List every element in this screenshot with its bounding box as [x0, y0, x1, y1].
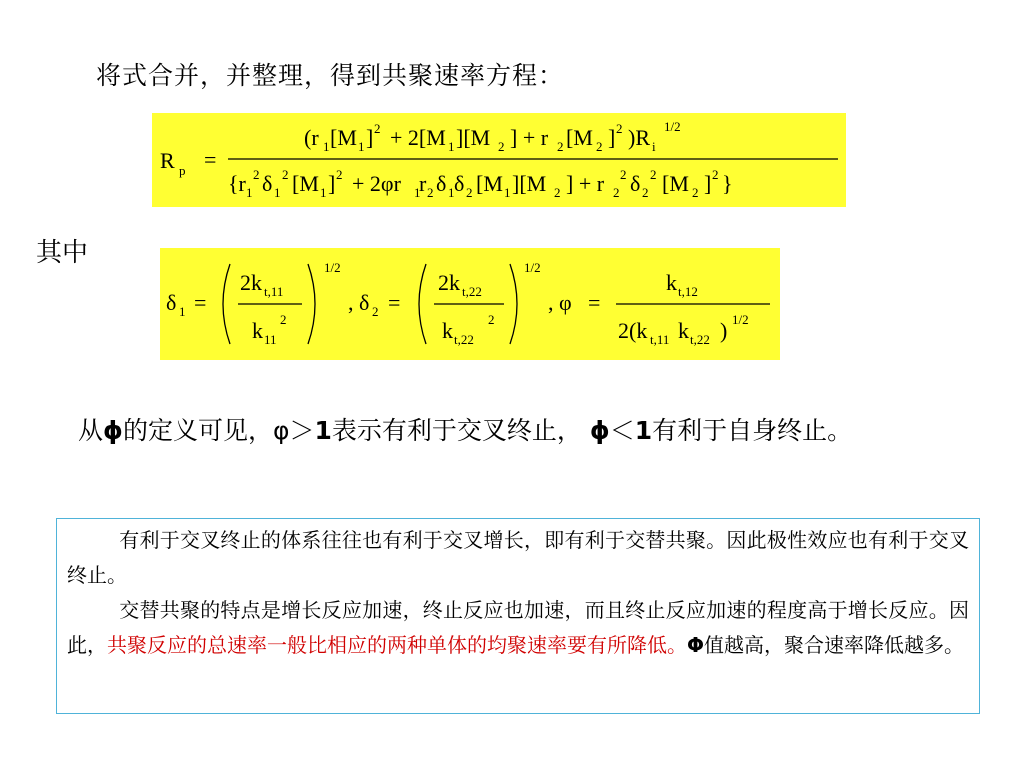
- svg-text:2: 2: [280, 312, 287, 327]
- svg-text:]: ]: [328, 171, 336, 196]
- svg-text:1/2: 1/2: [664, 119, 681, 134]
- svg-text:δ: δ: [166, 290, 177, 315]
- svg-text:k: k: [678, 318, 689, 343]
- svg-text:2: 2: [692, 185, 699, 200]
- para-text-3: 表示有利于交叉终止，: [331, 416, 590, 445]
- svg-text:t,22: t,22: [462, 284, 482, 299]
- less-than-sign: ＜: [609, 416, 635, 445]
- svg-text:=: =: [204, 147, 217, 172]
- svg-text:2k: 2k: [438, 270, 460, 295]
- rate-equation-formula: [152, 113, 846, 207]
- svg-text:]: ]: [704, 171, 712, 196]
- svg-text:2: 2: [282, 167, 289, 182]
- svg-text:2: 2: [336, 167, 343, 182]
- svg-text:)R: )R: [628, 125, 650, 150]
- svg-text:t,22: t,22: [454, 332, 474, 347]
- svg-text:δ: δ: [630, 171, 641, 196]
- svg-text:] + r: ] + r: [510, 125, 549, 150]
- para-text-4: 有利于自身终止。: [652, 416, 853, 445]
- svg-text:δ: δ: [436, 171, 447, 196]
- svg-text:δ: δ: [262, 171, 273, 196]
- svg-text:]: ]: [366, 125, 374, 150]
- phi-symbol: ϕ: [103, 416, 123, 445]
- svg-text:][M: ][M: [512, 171, 547, 196]
- svg-text:[M: [M: [566, 125, 593, 150]
- svg-text:2: 2: [650, 167, 657, 182]
- svg-text:1: 1: [448, 185, 455, 200]
- svg-text:2(k: 2(k: [618, 318, 648, 343]
- svg-text:2: 2: [466, 185, 473, 200]
- svg-text:=: =: [388, 290, 401, 315]
- svg-text:}: }: [722, 171, 733, 196]
- svg-text:): ): [720, 318, 728, 343]
- note-paragraph-1: 有利于交叉终止的体系往往也有利于交叉增长，即有利于交替共聚。因此极性效应也有利于交叉终止。: [67, 528, 969, 587]
- phi-symbol: ϕ: [589, 416, 610, 445]
- svg-text:2: 2: [557, 139, 564, 154]
- svg-text:p: p: [179, 163, 186, 178]
- highlighted-conclusion: 共聚反应的总速率一般比相应的两种单体的均聚速率要有所降低。: [107, 633, 687, 657]
- svg-text:1: 1: [414, 185, 421, 200]
- svg-text:1: 1: [274, 185, 281, 200]
- svg-text:k: k: [252, 318, 263, 343]
- note-textbox: [56, 518, 980, 714]
- svg-text:1/2: 1/2: [524, 260, 541, 275]
- svg-text:δ: δ: [454, 171, 465, 196]
- delta-phi-definitions-formula: [160, 248, 780, 360]
- svg-text:2: 2: [374, 121, 381, 136]
- svg-text:11: 11: [264, 332, 277, 347]
- svg-text:=: =: [588, 290, 601, 315]
- svg-text:2: 2: [253, 167, 260, 182]
- where-label: 其中: [36, 238, 89, 268]
- phi-definition-paragraph: [78, 414, 958, 448]
- svg-text:2: 2: [616, 121, 623, 136]
- svg-text:2: 2: [498, 139, 505, 154]
- svg-text:1: 1: [323, 139, 330, 154]
- svg-text:1/2: 1/2: [732, 312, 749, 327]
- svg-text:k: k: [442, 318, 453, 343]
- svg-text:t,22: t,22: [690, 332, 710, 347]
- svg-text:1: 1: [448, 139, 455, 154]
- svg-text:k: k: [666, 270, 677, 295]
- note-text: 交替共聚的特点是增长反应加速，终止反应也加速，而且终止反应加速的程度高于增长反应。因此，: [67, 598, 969, 657]
- svg-text:i: i: [652, 139, 656, 154]
- svg-text:2: 2: [642, 185, 649, 200]
- greater-than-sign: ＞: [289, 416, 315, 445]
- svg-text:[M: [M: [330, 125, 357, 150]
- note-paragraph-2: [67, 593, 969, 663]
- svg-text:]: ]: [608, 125, 616, 150]
- svg-text:, φ: , φ: [548, 290, 572, 315]
- svg-text:1: 1: [320, 185, 327, 200]
- svg-text:2: 2: [613, 185, 620, 200]
- svg-text:2: 2: [712, 167, 719, 182]
- definitions-svg: [160, 248, 780, 360]
- svg-text:=: =: [194, 290, 207, 315]
- svg-text:R: R: [160, 148, 175, 173]
- svg-text:1: 1: [358, 139, 365, 154]
- svg-text:1/2: 1/2: [324, 260, 341, 275]
- svg-text:2: 2: [554, 185, 561, 200]
- svg-text:+ 2φr: + 2φr: [352, 171, 401, 196]
- svg-text:2k: 2k: [240, 270, 262, 295]
- svg-text:[M: [M: [292, 171, 319, 196]
- svg-text:{r: {r: [228, 171, 246, 196]
- svg-text:][M: ][M: [456, 125, 491, 150]
- svg-text:] + r: ] + r: [566, 171, 605, 196]
- svg-text:1: 1: [179, 304, 186, 319]
- svg-text:r: r: [419, 171, 427, 196]
- svg-text:1: 1: [246, 185, 253, 200]
- svg-text:t,11: t,11: [650, 332, 670, 347]
- value-one: 1: [314, 416, 332, 445]
- svg-text:(r: (r: [304, 125, 319, 150]
- note-text-end: 值越高，聚合速率降低越多。: [704, 633, 965, 657]
- rate-equation-svg: [152, 113, 846, 207]
- svg-text:2: 2: [620, 167, 627, 182]
- svg-text:[M: [M: [662, 171, 689, 196]
- svg-text:2: 2: [427, 185, 434, 200]
- svg-text:+ 2[M: + 2[M: [390, 125, 446, 150]
- section-heading: 将式合并，并整理，得到共聚速率方程：: [96, 61, 565, 90]
- svg-text:t,12: t,12: [678, 284, 698, 299]
- svg-text:2: 2: [488, 312, 495, 327]
- svg-text:1: 1: [504, 185, 511, 200]
- para-text-1: 从: [78, 416, 104, 445]
- svg-text:2: 2: [372, 304, 379, 319]
- value-one: 1: [634, 416, 653, 445]
- svg-text:, δ: , δ: [348, 290, 370, 315]
- svg-text:[M: [M: [476, 171, 503, 196]
- svg-text:t,11: t,11: [264, 284, 284, 299]
- para-text-2: 的定义可见，φ: [122, 416, 290, 445]
- phi-symbol: Φ: [687, 633, 705, 657]
- svg-text:2: 2: [596, 139, 603, 154]
